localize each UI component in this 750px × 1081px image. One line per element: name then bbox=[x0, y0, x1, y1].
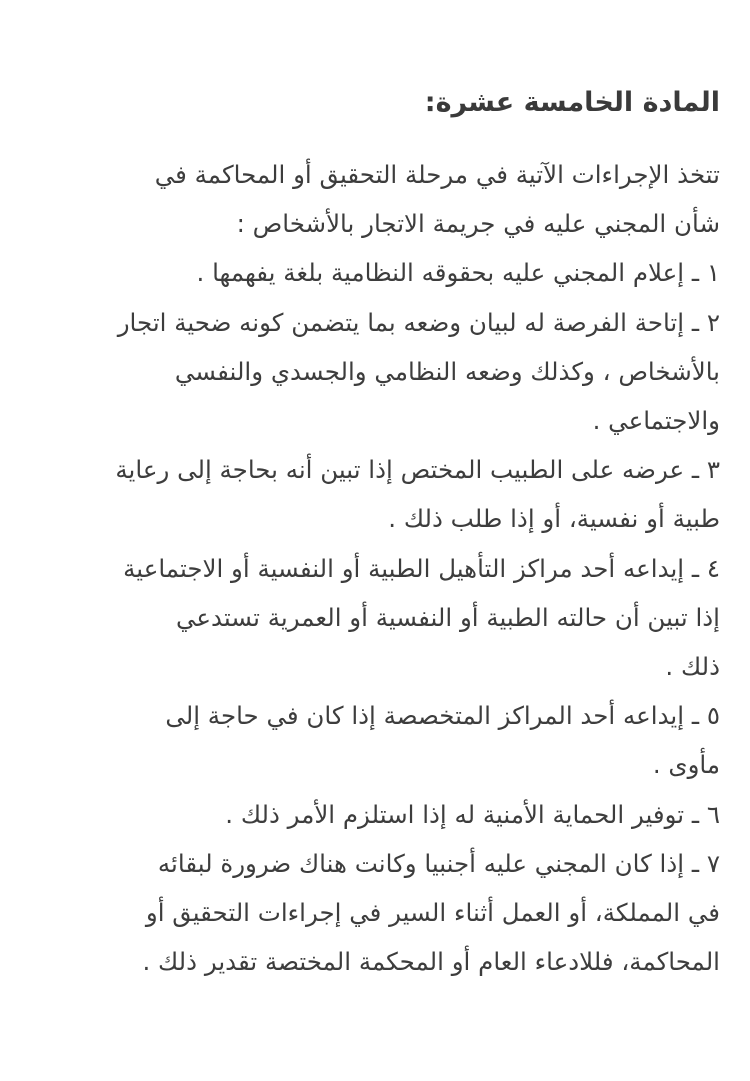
text-line: في المملكة، أو العمل أثناء السير في إجراءات التحقيق أو bbox=[145, 898, 720, 928]
text-line: والاجتماعي . bbox=[592, 406, 720, 436]
article-document bbox=[22, 78, 720, 986]
text-line: ٤ ـ إيداعه أحد مراكز التأهيل الطبية أو النفسية أو الاجتماعية bbox=[123, 553, 720, 583]
text-line: مأوى . bbox=[652, 750, 720, 780]
article-heading: المادة الخامسة عشرة: bbox=[424, 87, 720, 118]
text-line: ذلك . bbox=[665, 652, 720, 682]
text-line: تتخذ الإجراءات الآتية في مرحلة التحقيق أو المحاكمة في bbox=[154, 160, 720, 189]
text-line: ٣ ـ عرضه على الطبيب المختص إذا تبين أنه بحاجة إلى رعاية bbox=[115, 455, 720, 485]
article-body bbox=[22, 150, 720, 986]
text-line: شأن المجني عليه في جريمة الاتجار بالأشخاص : bbox=[236, 209, 720, 239]
text-line: إذا تبين أن حالته الطبية أو النفسية أو العمرية تستدعي bbox=[176, 602, 720, 632]
text-line: ٥ ـ إيداعه أحد المراكز المتخصصة إذا كان في حاجة إلى bbox=[165, 701, 720, 731]
text-line: ٢ ـ إتاحة الفرصة له لبيان وضعه بما يتضمن كونه ضحية اتجار bbox=[117, 307, 720, 337]
text-line: المحاكمة، فللادعاء العام أو المحكمة المختصة تقدير ذلك . bbox=[142, 947, 720, 977]
text-line: بالأشخاص ، وكذلك وضعه النظامي والجسدي والنفسي bbox=[174, 356, 720, 386]
text-line: ١ ـ إعلام المجني عليه بحقوقه النظامية بلغة يفهمها . bbox=[196, 258, 720, 288]
text-line: طبية أو نفسية، أو إذا طلب ذلك . bbox=[388, 504, 720, 534]
text-line: ٧ ـ إذا كان المجني عليه أجنبيا وكانت هناك ضرورة لبقائه bbox=[157, 848, 720, 878]
text-line: ٦ ـ توفير الحماية الأمنية له إذا استلزم الأمر ذلك . bbox=[225, 799, 720, 829]
